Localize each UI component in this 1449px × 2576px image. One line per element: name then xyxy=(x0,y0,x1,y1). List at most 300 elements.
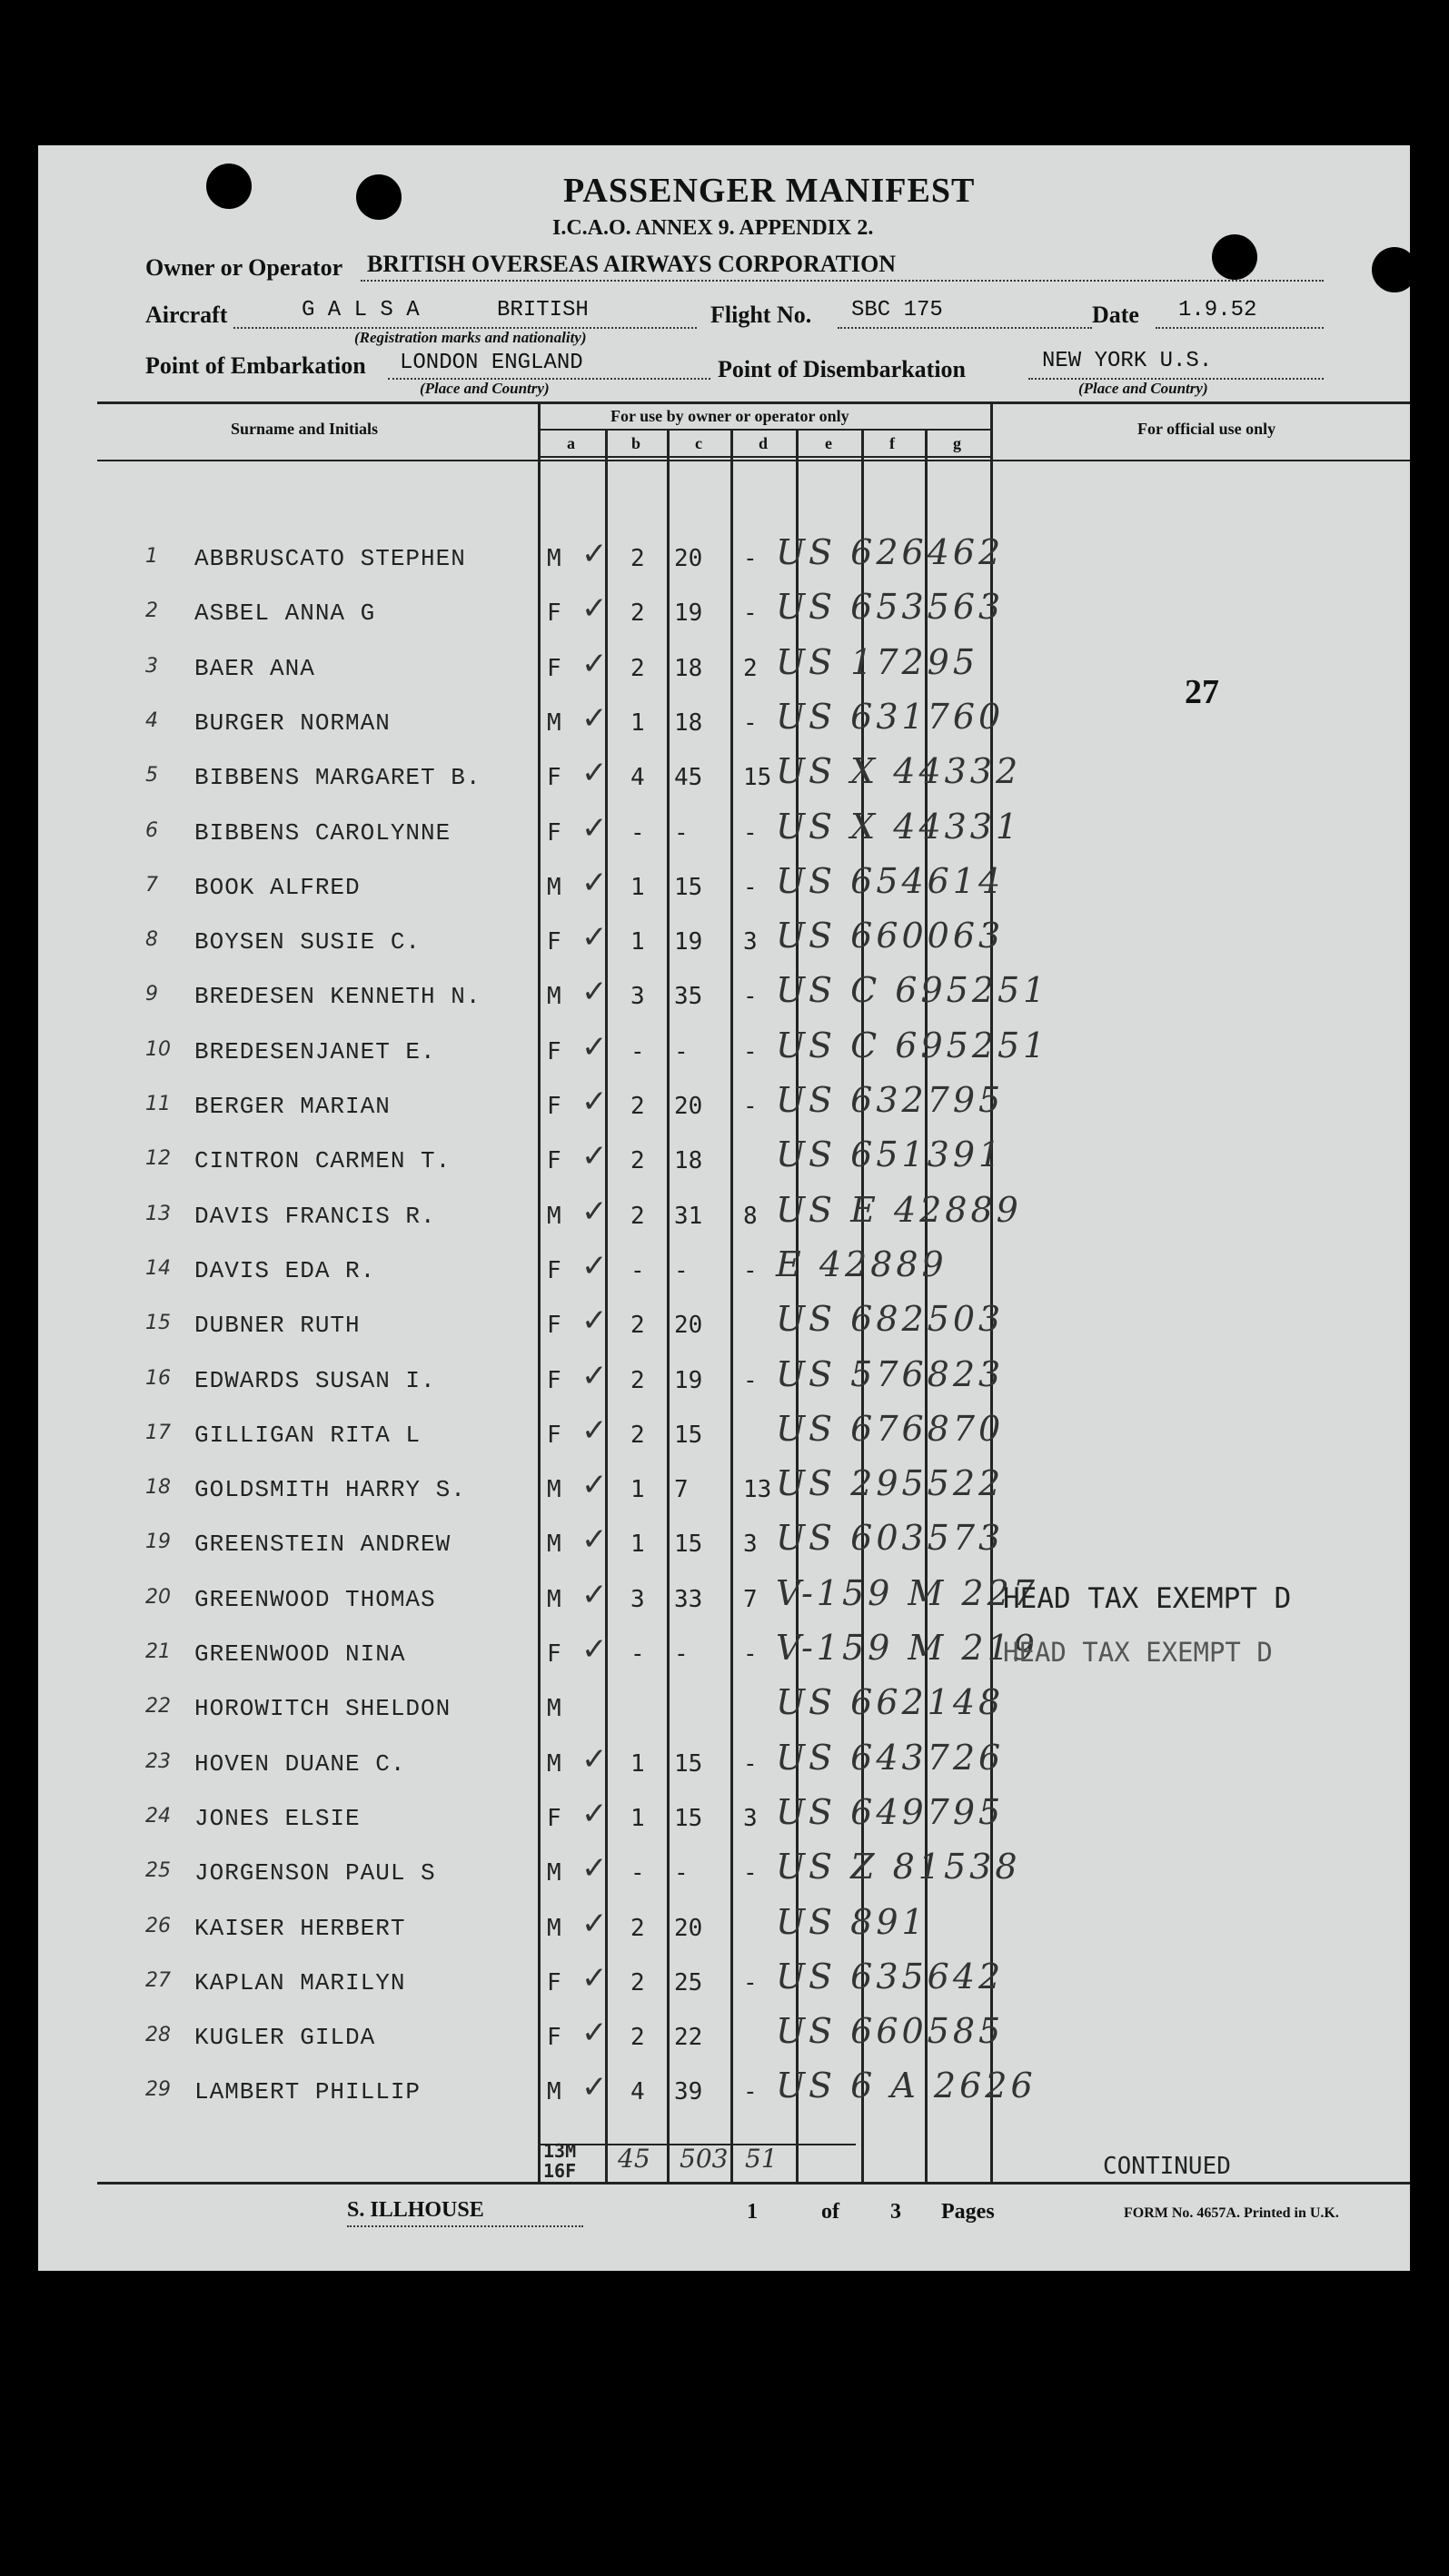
cell-c: 15 xyxy=(674,1749,703,1778)
total-females: 16F xyxy=(543,2160,577,2182)
cell-c: 19 xyxy=(674,599,703,628)
passenger-name: KUGLER GILDA xyxy=(194,2024,376,2052)
table-row xyxy=(38,806,1410,874)
check-mark: ✓ xyxy=(581,1467,608,1504)
cell-passport: US Z 81538 xyxy=(776,1847,1021,1887)
check-mark: ✓ xyxy=(581,699,608,737)
cell-passport: US 891 xyxy=(776,1901,928,1942)
cell-sex: F xyxy=(547,1640,561,1668)
cell-c: 15 xyxy=(674,1421,703,1449)
row-number: 5 xyxy=(145,764,158,788)
passenger-name: BIBBENS CAROLYNNE xyxy=(194,818,452,847)
cell-d: - xyxy=(743,545,758,572)
row-number: 8 xyxy=(145,928,158,952)
flight-value: SBC 175 xyxy=(851,298,943,322)
cell-passport: US 662148 xyxy=(776,1682,1005,1723)
cell-sex: M xyxy=(547,873,561,901)
cell-d: 3 xyxy=(743,928,758,956)
cell-d: - xyxy=(743,1749,758,1778)
cell-sex: F xyxy=(547,1968,561,1996)
cell-b: 2 xyxy=(630,1147,645,1175)
check-mark: ✓ xyxy=(581,590,608,628)
embarkation-label: Point of Embarkation xyxy=(145,352,366,379)
row-number: 3 xyxy=(145,654,158,678)
col-header-owner-use: For use by owner or operator only xyxy=(610,407,849,425)
passenger-name: GREENWOOD NINA xyxy=(194,1640,406,1668)
cell-sex: M xyxy=(547,708,561,737)
passenger-name: DUBNER RUTH xyxy=(194,1312,361,1340)
cell-passport: E 42889 xyxy=(776,1243,948,1284)
cell-sex: F xyxy=(547,1312,561,1340)
cell-sex: F xyxy=(547,2024,561,2052)
cell-d: - xyxy=(743,983,758,1011)
manifest-sheet xyxy=(38,145,1410,2271)
col-header-official: For official use only xyxy=(1137,420,1276,438)
check-mark: ✓ xyxy=(581,1905,608,1942)
check-mark: ✓ xyxy=(581,1576,608,1613)
cell-passport: US 654614 xyxy=(776,860,1005,901)
cell-c: 18 xyxy=(674,1147,703,1175)
cell-b: 3 xyxy=(630,983,645,1011)
table-row xyxy=(38,2066,1410,2133)
passenger-name: ABBRUSCATO STEPHEN xyxy=(194,545,466,572)
cell-b: 3 xyxy=(630,1585,645,1613)
cell-b: - xyxy=(630,1859,645,1887)
cell-d: - xyxy=(743,1859,758,1887)
cell-d: - xyxy=(743,818,758,847)
check-mark: ✓ xyxy=(581,1357,608,1394)
row-number: 10 xyxy=(145,1037,171,1061)
cell-b: 2 xyxy=(630,1202,645,1230)
table-row xyxy=(38,696,1410,764)
row-number: 1 xyxy=(145,545,158,568)
cell-c: 18 xyxy=(674,708,703,737)
cell-passport: US 635642 xyxy=(776,1956,1005,1996)
check-mark: ✓ xyxy=(581,536,608,572)
owner-line xyxy=(361,280,1324,282)
table-row xyxy=(38,1189,1410,1257)
row-number: 7 xyxy=(145,873,158,897)
cell-sex: M xyxy=(547,1695,561,1723)
punch-hole-center xyxy=(356,174,402,220)
aircraft-nationality: BRITISH xyxy=(497,298,589,322)
cell-c: - xyxy=(674,818,689,847)
cell-c: - xyxy=(674,1640,689,1668)
aircraft-value: G A L S A xyxy=(302,298,420,322)
cell-b: 1 xyxy=(630,708,645,737)
cell-c: 20 xyxy=(674,545,703,572)
table-row xyxy=(38,1901,1410,1969)
cell-sex: M xyxy=(547,1859,561,1887)
row-number: 14 xyxy=(145,1256,171,1280)
cell-b: 1 xyxy=(630,1804,645,1832)
row-number: 19 xyxy=(145,1531,171,1554)
signature-line xyxy=(347,2225,583,2227)
cell-b: 2 xyxy=(630,1312,645,1340)
check-mark: ✓ xyxy=(581,1084,608,1120)
manifest-subtitle: I.C.A.O. ANNEX 9. APPENDIX 2. xyxy=(552,216,874,240)
cell-c: 20 xyxy=(674,1093,703,1120)
passenger-name: CINTRON CARMEN T. xyxy=(194,1147,452,1175)
cell-c: 22 xyxy=(674,2024,703,2052)
cell-c: - xyxy=(674,1859,689,1887)
passenger-name: HOROWITCH SHELDON xyxy=(194,1695,452,1723)
cell-sex: M xyxy=(547,983,561,1011)
cell-sex: F xyxy=(547,1366,561,1394)
passenger-name: GREENWOOD THOMAS xyxy=(194,1585,436,1613)
check-mark: ✓ xyxy=(581,1028,608,1065)
row-number: 27 xyxy=(145,1968,171,1992)
page-number: 1 xyxy=(747,2200,758,2224)
punch-hole-edge xyxy=(1372,247,1417,292)
cell-d: 15 xyxy=(743,764,772,792)
cell-sex: F xyxy=(547,764,561,792)
cell-passport: US 649795 xyxy=(776,1791,1005,1832)
col-letter-f: f xyxy=(889,434,895,452)
cell-c: 15 xyxy=(674,1804,703,1832)
official-stamp: HEAD TAX EXEMPT D xyxy=(1003,1637,1273,1668)
row-number: 25 xyxy=(145,1859,171,1883)
cell-c: - xyxy=(674,1256,689,1284)
cell-d: - xyxy=(743,708,758,737)
cell-sex: F xyxy=(547,1421,561,1449)
cell-sex: F xyxy=(547,1147,561,1175)
cell-c: 31 xyxy=(674,1202,703,1230)
cell-passport: US C 695251 xyxy=(776,1025,1049,1065)
row-number: 26 xyxy=(145,1914,171,1937)
check-mark: ✓ xyxy=(581,1631,608,1668)
table-row xyxy=(38,970,1410,1037)
cell-sex: M xyxy=(547,1476,561,1504)
cell-c: 19 xyxy=(674,1366,703,1394)
table-row xyxy=(38,1737,1410,1805)
cell-d: 13 xyxy=(743,1476,772,1504)
check-mark: ✓ xyxy=(581,645,608,682)
row-number: 18 xyxy=(145,1476,171,1500)
cell-passport: US 660585 xyxy=(776,2011,1005,2052)
passenger-name: JONES ELSIE xyxy=(194,1804,361,1832)
row-number: 16 xyxy=(145,1366,171,1390)
cell-sex: M xyxy=(547,1749,561,1778)
table-bottom-rule xyxy=(97,2182,1410,2185)
cell-c: 35 xyxy=(674,983,703,1011)
check-mark: ✓ xyxy=(581,1959,608,1996)
date-line xyxy=(1156,327,1324,329)
row-number: 22 xyxy=(145,1695,171,1719)
cell-sex: F xyxy=(547,1037,561,1065)
cell-passport: US 643726 xyxy=(776,1737,1005,1778)
check-mark: ✓ xyxy=(581,1740,608,1778)
passenger-name: BOYSEN SUSIE C. xyxy=(194,928,422,956)
passenger-name: DAVIS FRANCIS R. xyxy=(194,1202,436,1230)
of-label: of xyxy=(821,2200,839,2224)
col-letter-g: g xyxy=(953,434,961,452)
cell-c: 20 xyxy=(674,1914,703,1942)
cell-d: 3 xyxy=(743,1531,758,1559)
check-mark: ✓ xyxy=(581,1138,608,1175)
official-stamp: HEAD TAX EXEMPT D xyxy=(1003,1581,1292,1615)
cell-b: 2 xyxy=(630,654,645,682)
cell-passport: US 653563 xyxy=(776,587,1005,628)
passenger-name: BURGER NORMAN xyxy=(194,708,391,737)
embarkation-value: LONDON ENGLAND xyxy=(400,351,583,375)
cell-d: - xyxy=(743,1640,758,1668)
table-row xyxy=(38,1518,1410,1585)
passenger-name: ASBEL ANNA G xyxy=(194,599,376,628)
cell-passport: US 676870 xyxy=(776,1408,1005,1449)
row-number: 13 xyxy=(145,1202,171,1225)
cell-b: 4 xyxy=(630,764,645,792)
passenger-name: BOOK ALFRED xyxy=(194,873,361,901)
aircraft-note: (Registration marks and nationality) xyxy=(354,329,587,346)
cell-c: 19 xyxy=(674,928,703,956)
continued-label: CONTINUED xyxy=(1103,2153,1231,2180)
cell-passport: US 660063 xyxy=(776,916,1005,956)
table-row xyxy=(38,1299,1410,1366)
cell-passport: US 576823 xyxy=(776,1353,1005,1394)
cell-sex: M xyxy=(547,1585,561,1613)
cell-passport: US E 42889 xyxy=(776,1189,1022,1230)
cell-sex: M xyxy=(547,2078,561,2106)
table-row xyxy=(38,1847,1410,1914)
punch-hole-right xyxy=(1212,234,1257,280)
col-letter-c: c xyxy=(695,434,702,452)
row-number: 6 xyxy=(145,818,158,842)
passenger-name: KAPLAN MARILYN xyxy=(194,1968,406,1996)
cell-c: 25 xyxy=(674,1968,703,1996)
signature: S. ILLHOUSE xyxy=(347,2198,484,2222)
cell-d: 8 xyxy=(743,1202,758,1230)
check-mark: ✓ xyxy=(581,1521,608,1559)
cell-c: - xyxy=(674,1037,689,1065)
table-row xyxy=(38,587,1410,654)
check-mark: ✓ xyxy=(581,2015,608,2052)
disembarkation-value: NEW YORK U.S. xyxy=(1042,349,1213,373)
cell-b: 2 xyxy=(630,1914,645,1942)
cell-c: 39 xyxy=(674,2078,703,2106)
check-mark: ✓ xyxy=(581,1412,608,1449)
cell-sex: F xyxy=(547,599,561,628)
cell-b: 2 xyxy=(630,1421,645,1449)
cell-passport: US 6 A 2626 xyxy=(776,2066,1037,2106)
col-header-name: Surname and Initials xyxy=(231,420,379,438)
check-mark: ✓ xyxy=(581,809,608,847)
passenger-name: LAMBERT PHILLIP xyxy=(194,2078,422,2106)
table-row xyxy=(38,1243,1410,1312)
cell-b: 1 xyxy=(630,1531,645,1559)
cell-b: 1 xyxy=(630,928,645,956)
cell-b: 1 xyxy=(630,1749,645,1778)
row-number: 21 xyxy=(145,1640,171,1663)
cell-d: - xyxy=(743,873,758,901)
row-number: 4 xyxy=(145,708,158,732)
cell-sex: F xyxy=(547,654,561,682)
cell-d: - xyxy=(743,1037,758,1065)
table-top-rule xyxy=(97,401,1410,404)
check-mark: ✓ xyxy=(581,919,608,956)
check-mark: ✓ xyxy=(581,1247,608,1284)
cell-sex: M xyxy=(547,1202,561,1230)
cell-sex: M xyxy=(547,1914,561,1942)
total-pages: 3 xyxy=(890,2200,901,2224)
col-letter-e: e xyxy=(825,434,832,452)
cell-b: 2 xyxy=(630,1968,645,1996)
col-letter-d: d xyxy=(759,434,769,452)
cell-b: 2 xyxy=(630,1093,645,1120)
cell-sex: F xyxy=(547,1804,561,1832)
cell-b: - xyxy=(630,1640,645,1668)
table-row xyxy=(38,1463,1410,1531)
cell-passport: US 651391 xyxy=(776,1134,1005,1175)
cell-sex: M xyxy=(547,545,561,572)
cell-sex: F xyxy=(547,818,561,847)
passenger-name: BAER ANA xyxy=(194,654,315,682)
check-mark: ✓ xyxy=(581,1193,608,1230)
cell-d: 3 xyxy=(743,1804,758,1832)
cell-b: 2 xyxy=(630,545,645,572)
passenger-name: EDWARDS SUSAN I. xyxy=(194,1366,436,1394)
cell-b: 2 xyxy=(630,2024,645,2052)
owner-value: BRITISH OVERSEAS AIRWAYS CORPORATION xyxy=(367,251,897,277)
cell-b: - xyxy=(630,1037,645,1065)
row-number: 2 xyxy=(145,599,158,623)
cell-passport: US X 44331 xyxy=(776,806,1022,847)
punch-hole-left xyxy=(206,163,252,209)
cell-c: 20 xyxy=(674,1312,703,1340)
cell-c: 45 xyxy=(674,764,703,792)
cell-b: - xyxy=(630,818,645,847)
cell-passport: US 631760 xyxy=(776,696,1005,737)
col-letter-a: a xyxy=(567,434,575,452)
row-number: 29 xyxy=(145,2078,171,2102)
cell-c: 18 xyxy=(674,654,703,682)
embarkation-note: (Place and Country) xyxy=(420,380,550,397)
table-row xyxy=(38,1080,1410,1147)
date-value: 1.9.52 xyxy=(1178,298,1257,322)
total-c: 503 xyxy=(680,2144,729,2174)
cell-passport: US X 44332 xyxy=(776,751,1022,792)
passenger-name: HOVEN DUANE C. xyxy=(194,1749,406,1778)
check-mark: ✓ xyxy=(581,864,608,901)
col-letter-b: b xyxy=(631,434,641,452)
row-number: 20 xyxy=(145,1585,171,1609)
row-number: 17 xyxy=(145,1421,171,1444)
passenger-name: BREDESEN KENNETH N. xyxy=(194,983,481,1011)
cell-c: 15 xyxy=(674,873,703,901)
total-b: 45 xyxy=(618,2144,650,2174)
total-d: 51 xyxy=(745,2144,778,2174)
row-number: 28 xyxy=(145,2024,171,2047)
passenger-name: GOLDSMITH HARRY S. xyxy=(194,1476,466,1504)
cell-c: 7 xyxy=(674,1476,689,1504)
cell-passport: US 682503 xyxy=(776,1299,1005,1340)
cell-d: - xyxy=(743,1093,758,1120)
cell-b: 1 xyxy=(630,873,645,901)
date-label: Date xyxy=(1092,302,1139,328)
cell-d: - xyxy=(743,599,758,628)
cell-passport: US C 695251 xyxy=(776,970,1049,1011)
cell-d: 7 xyxy=(743,1585,758,1613)
check-mark: ✓ xyxy=(581,1795,608,1832)
row-number: 9 xyxy=(145,983,158,1006)
check-mark: ✓ xyxy=(581,974,608,1011)
table-row xyxy=(38,1572,1410,1640)
table-row xyxy=(38,532,1410,599)
table-row xyxy=(38,1025,1410,1093)
cell-c: 33 xyxy=(674,1585,703,1613)
row-number: 12 xyxy=(145,1147,171,1171)
cell-d: - xyxy=(743,1256,758,1284)
passenger-name: BERGER MARIAN xyxy=(194,1093,391,1120)
flight-line xyxy=(838,327,1092,329)
cell-passport: V-159 M 219 xyxy=(776,1628,1038,1668)
disembarkation-label: Point of Disembarkation xyxy=(718,356,966,382)
cell-b: 2 xyxy=(630,599,645,628)
cell-b: 1 xyxy=(630,1476,645,1504)
aircraft-label: Aircraft xyxy=(145,302,228,328)
cell-c: 15 xyxy=(674,1531,703,1559)
table-row xyxy=(38,2011,1410,2078)
cell-b: - xyxy=(630,1256,645,1284)
cell-passport: US 632795 xyxy=(776,1080,1005,1120)
cell-passport: V-159 M 227 xyxy=(776,1572,1038,1613)
passenger-name: BREDESENJANET E. xyxy=(194,1037,436,1065)
row-number: 24 xyxy=(145,1804,171,1828)
table-row xyxy=(38,916,1410,983)
table-row xyxy=(38,1956,1410,2024)
passenger-name: GREENSTEIN ANDREW xyxy=(194,1531,452,1559)
cell-d: - xyxy=(743,1968,758,1996)
form-number: FORM No. 4657A. Printed in U.K. xyxy=(1124,2205,1339,2221)
page-mark: 27 xyxy=(1185,673,1219,711)
table-row xyxy=(38,1628,1410,1695)
cell-b: 2 xyxy=(630,1366,645,1394)
row-number: 11 xyxy=(145,1093,171,1115)
cell-d: 2 xyxy=(743,654,758,682)
total-males: 13M xyxy=(543,2140,577,2162)
check-mark: ✓ xyxy=(581,1850,608,1887)
passenger-name: GILLIGAN RITA L xyxy=(194,1421,422,1449)
passenger-name: JORGENSON PAUL S xyxy=(194,1859,436,1887)
cell-passport: US 295522 xyxy=(776,1463,1005,1504)
table-row xyxy=(38,751,1410,818)
cell-d: - xyxy=(743,1366,758,1394)
cell-passport: US 603573 xyxy=(776,1518,1005,1559)
check-mark: ✓ xyxy=(581,1303,608,1340)
flight-label: Flight No. xyxy=(710,302,812,328)
table-row xyxy=(38,1353,1410,1422)
cell-d: - xyxy=(743,2078,758,2106)
table-row xyxy=(38,641,1410,709)
table-row xyxy=(38,1682,1410,1749)
passenger-name: KAISER HERBERT xyxy=(194,1914,406,1942)
cell-sex: M xyxy=(547,1531,561,1559)
cell-passport: US 626462 xyxy=(776,532,1005,572)
pages-label: Pages xyxy=(941,2200,995,2224)
table-header-rule xyxy=(97,460,1410,461)
passenger-name: DAVIS EDA R. xyxy=(194,1256,376,1284)
cell-sex: F xyxy=(547,928,561,956)
row-number: 15 xyxy=(145,1312,171,1335)
table-row xyxy=(38,860,1410,928)
disembarkation-note: (Place and Country) xyxy=(1078,380,1208,397)
table-row xyxy=(38,1791,1410,1859)
table-row xyxy=(38,1134,1410,1202)
manifest-title: PASSENGER MANIFEST xyxy=(563,172,976,210)
cell-b: 4 xyxy=(630,2078,645,2106)
cell-sex: F xyxy=(547,1256,561,1284)
check-mark: ✓ xyxy=(581,755,608,792)
